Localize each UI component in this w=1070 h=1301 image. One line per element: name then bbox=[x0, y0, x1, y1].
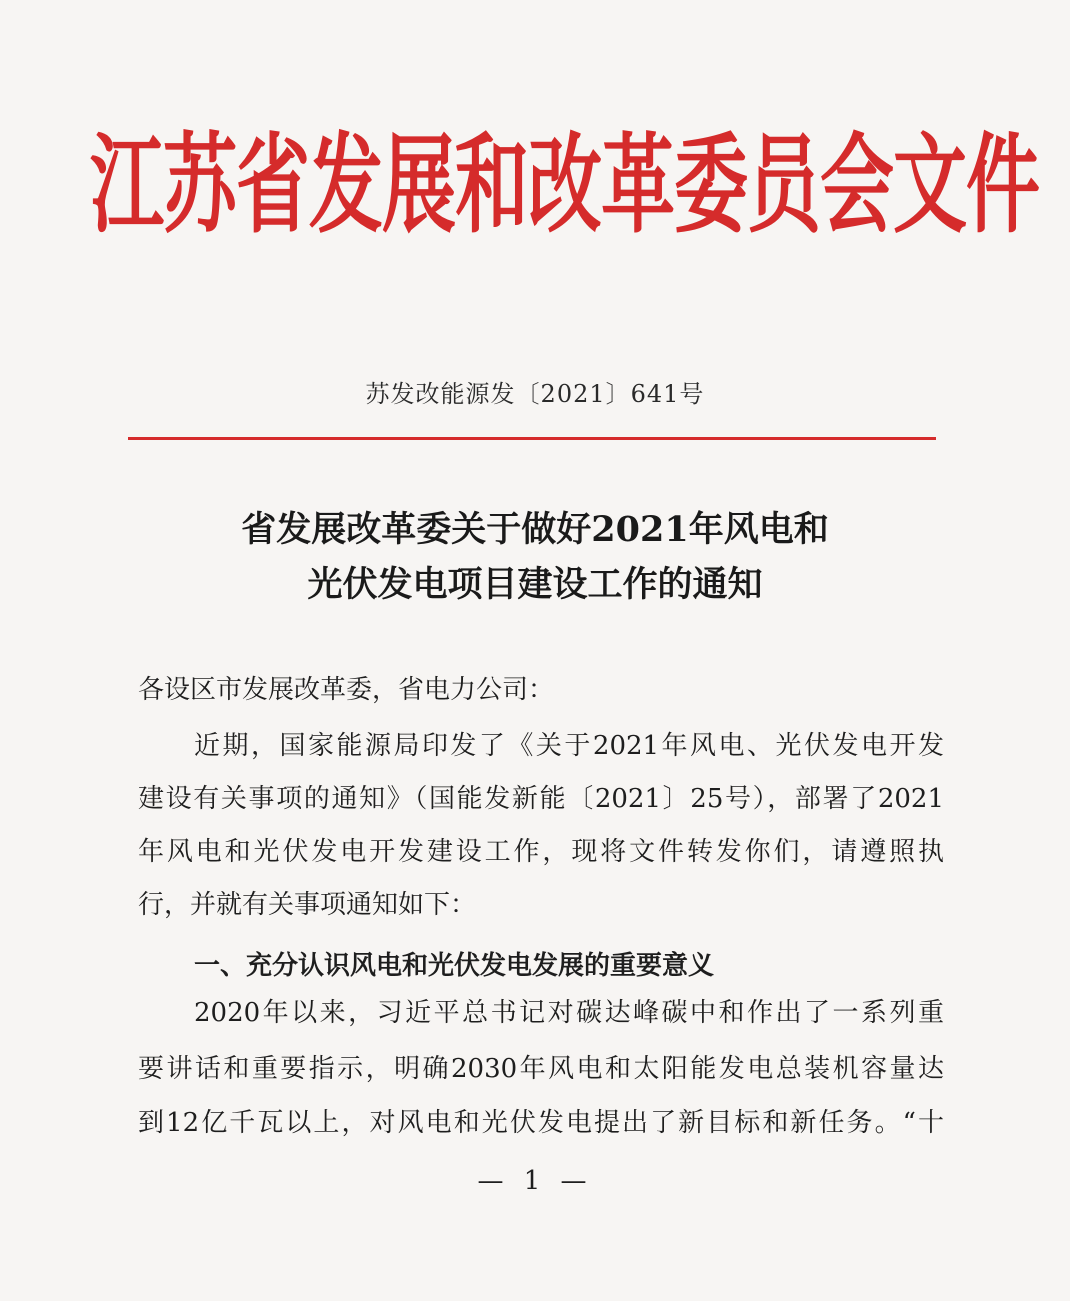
page-number: — 1 — bbox=[477, 1166, 593, 1196]
document-number: 苏发改能源发〔2021〕641号 bbox=[365, 380, 705, 408]
paragraph-1-line-3: 年风电和光伏发电开发建设工作，现将文件转发你们，请遵照执 bbox=[138, 837, 944, 867]
paragraph-2-line-2: 要讲话和重要指示，明确2030年风电和太阳能发电总装机容量达 bbox=[138, 1054, 944, 1084]
section-1-heading: 一、充分认识风电和光伏发电发展的重要意义 bbox=[194, 951, 715, 981]
recipients-line: 各设区市发展改革委，省电力公司： bbox=[138, 675, 555, 705]
notice-title-line-1: 省发展改革委关于做好2021年风电和 bbox=[241, 509, 829, 550]
paragraph-1-line-1: 近期，国家能源局印发了《关于2021年风电、光伏发电开发 bbox=[194, 731, 944, 761]
paragraph-2-line-1: 2020年以来，习近平总书记对碳达峰碳中和作出了一系列重 bbox=[194, 998, 944, 1028]
paragraph-1-line-4: 行，并就有关事项通知如下： bbox=[138, 890, 477, 920]
red-divider-line bbox=[128, 437, 936, 440]
issuing-authority-header: 江苏省发展和改革委员会文件 bbox=[90, 123, 1039, 248]
paragraph-2-line-3: 到12亿千瓦以上，对风电和光伏发电提出了新目标和新任务。“十 bbox=[138, 1108, 944, 1138]
paragraph-1-line-2: 建设有关事项的通知》（国能发新能〔2021〕25号），部署了2021 bbox=[138, 784, 944, 814]
notice-title-line-2: 光伏发电项目建设工作的通知 bbox=[307, 564, 763, 605]
